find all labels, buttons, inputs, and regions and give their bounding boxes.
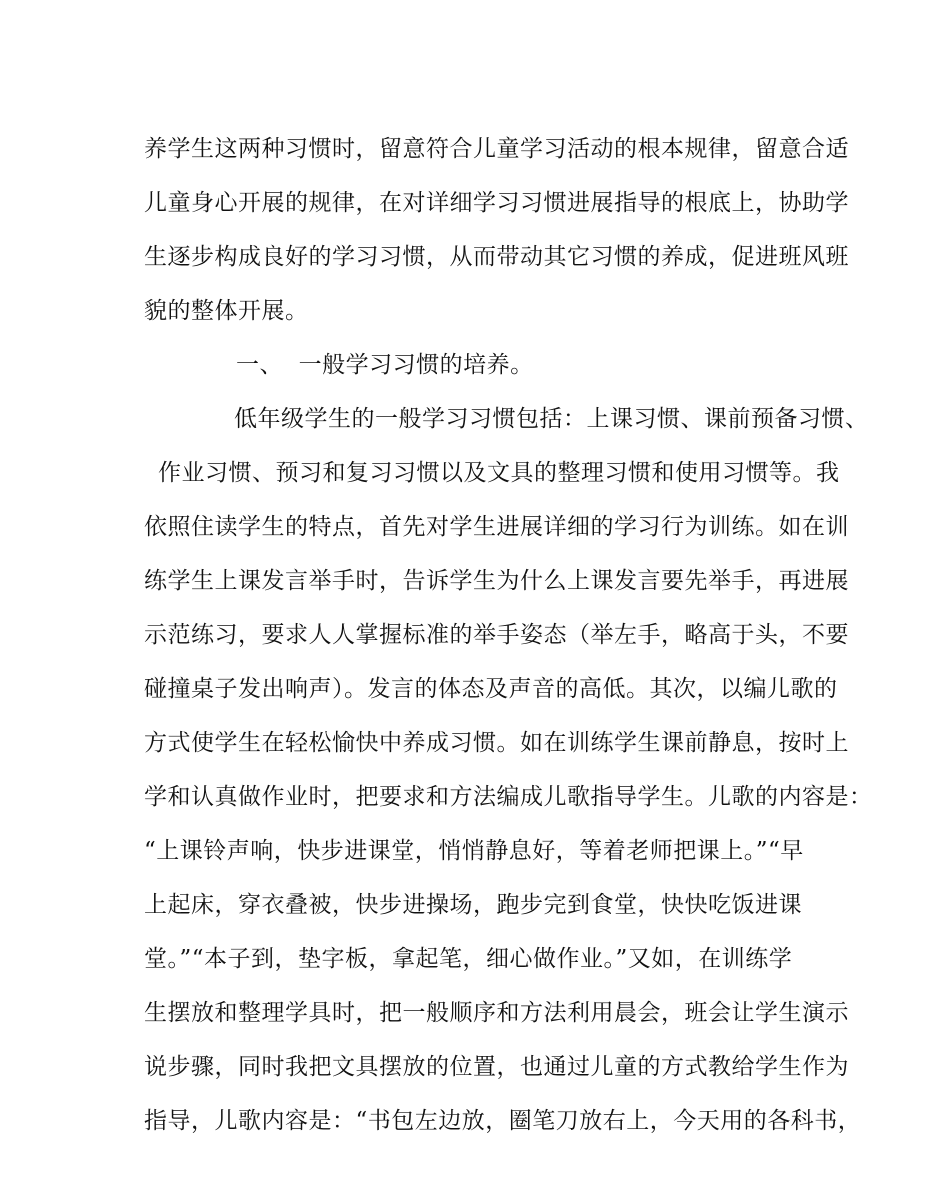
text-line: 说步骤，同时我把文具摆放的位置，也通过儿童的方式教给学生作为 (144, 1054, 849, 1080)
text-line: 生逐步构成良好的学习习惯，从而带动其它习惯的养成，促进班风班 (144, 244, 849, 270)
text-line: 上起床，穿衣叠被，快步进操场，跑步完到食堂，快快吃饭进课 (144, 892, 802, 918)
text-line: 养学生这两种习惯时，留意符合儿童学习活动的根本规律，留意合适 (144, 136, 849, 162)
text-line: 学和认真做作业时，把要求和方法编成儿歌指导学生。儿歌的内容是： (144, 784, 873, 810)
text-line: 碰撞桌子发出响声）。发言的体态及声音的高低。其次，以编儿歌的 (144, 676, 838, 702)
text-line: 低年级学生的一般学习习惯包括：上课习惯、课前预备习惯、 (234, 406, 869, 432)
text-line: 示范练习，要求人人掌握标准的举手姿态（举左手，略高于头，不要 (144, 622, 849, 648)
text-line: 练学生上课发言举手时，告诉学生为什么上课发言要先举手，再进展 (144, 568, 849, 594)
section-heading: 一、 一般学习习惯的培养。 (236, 352, 534, 378)
text-line: 堂。”“本子到，垫字板，拿起笔，细心做作业。”又如，在训练学 (144, 946, 793, 972)
text-line: 作业习惯、预习和复习习惯以及文具的整理习惯和使用习惯等。我 (158, 460, 840, 486)
text-line: 指导，儿歌内容是：“书包左边放，圈笔刀放右上，今天用的各科书， (144, 1108, 862, 1134)
text-line: 方式使学生在轻松愉快中养成习惯。如在训练学生课前静息，按时上 (144, 730, 849, 756)
text-line: 儿童身心开展的规律，在对详细学习习惯进展指导的根底上，协助学 (144, 190, 849, 216)
text-line: 依照住读学生的特点，首先对学生进展详细的学习行为训练。如在训 (144, 514, 849, 540)
text-line: “上课铃声响，快步进课堂，悄悄静息好，等着老师把课上。”“早 (144, 838, 804, 864)
text-line: 貌的整体开展。 (144, 298, 309, 324)
text-line: 生摆放和整理学具时，把一般顺序和方法利用晨会，班会让学生演示 (144, 1000, 849, 1026)
